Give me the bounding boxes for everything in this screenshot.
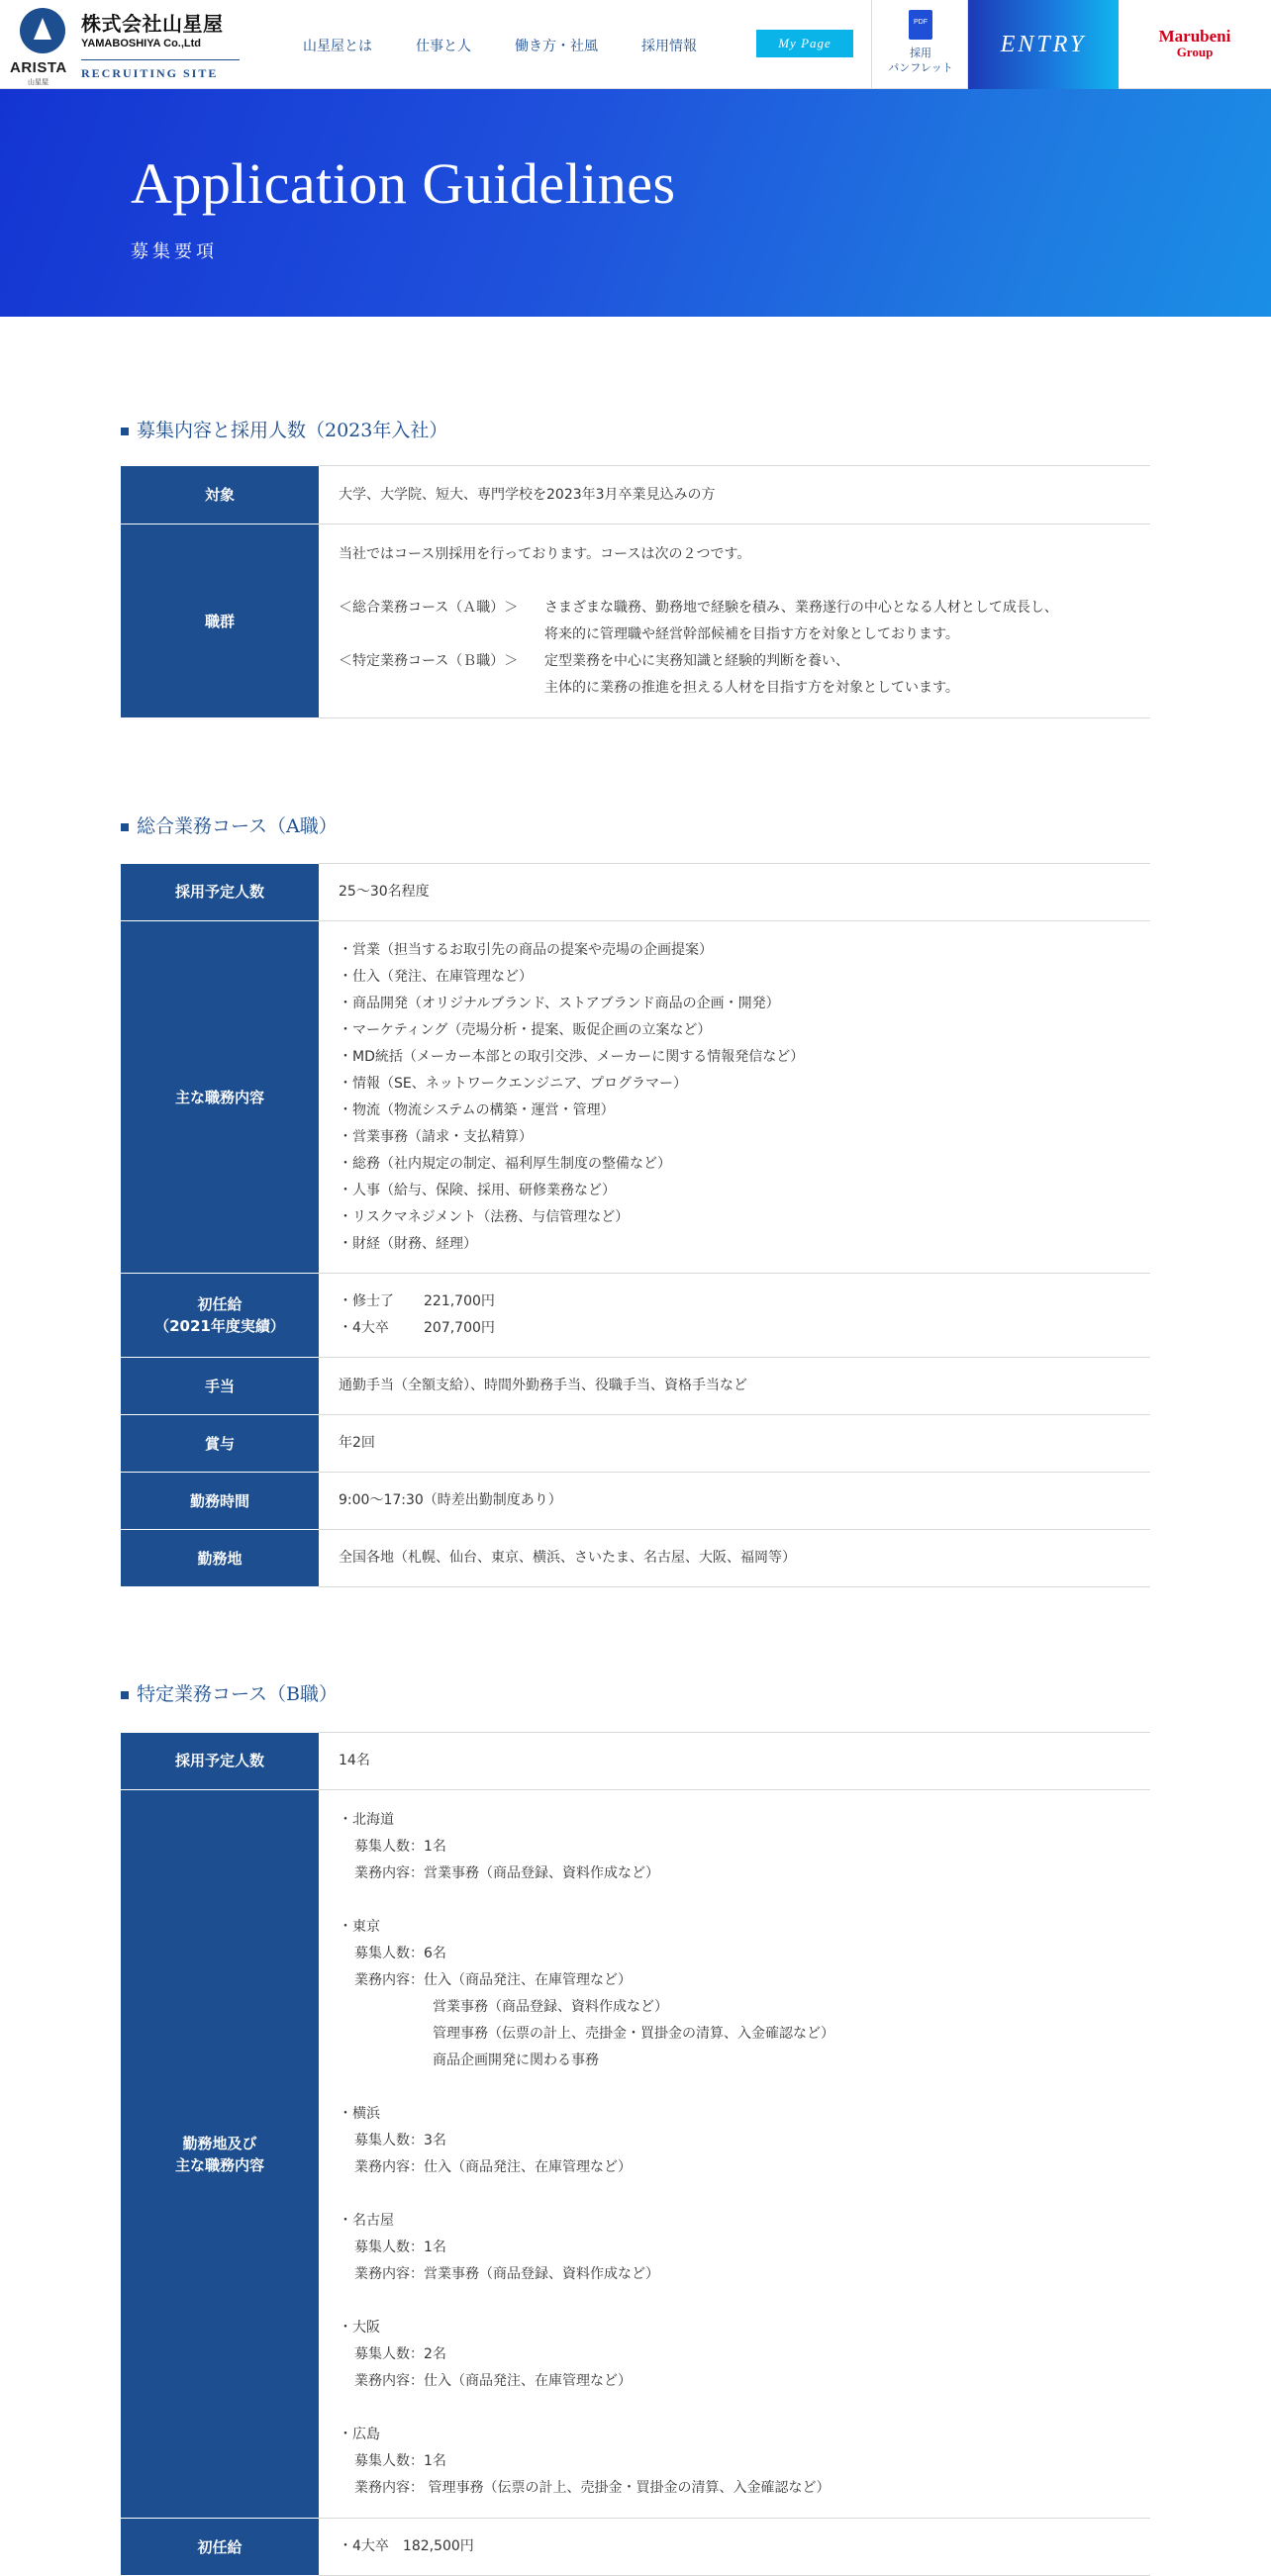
list-item: ・マーケティング（売場分析・提案、販促企画の立案など）	[339, 1021, 712, 1038]
nav-workstyle[interactable]: 働き方・社風	[515, 39, 598, 54]
table-row	[121, 1733, 1150, 1790]
row-value: 年2回	[319, 1415, 1150, 1473]
row-label: 勤務時間	[121, 1473, 319, 1530]
list-item: ・人事（給与、保険、採用、研修業務など）	[339, 1182, 616, 1198]
row-value: 大学、大学院、短大、専門学校を2023年3月卒業見込みの方	[319, 466, 1150, 525]
section-title-course-b: 特定業務コース（B職）	[121, 1679, 338, 1706]
location-name: ・東京	[339, 1918, 380, 1935]
pdf-icon	[909, 10, 932, 40]
location-name: ・大阪	[339, 2319, 380, 2336]
page-subtitle: 募集要項	[131, 241, 218, 262]
table-row	[121, 1790, 1150, 2519]
company-name-en: YAMABOSHIYA Co.,Ltd	[81, 38, 202, 49]
location-name: ・広島	[339, 2426, 380, 2442]
row-label: 採用予定人数	[121, 1733, 319, 1790]
row-label: 初任給	[121, 2519, 319, 2576]
table-row	[121, 1415, 1150, 1473]
nav-about[interactable]: 山星屋とは	[303, 39, 372, 54]
row-label: 初任給 （2021年度実績）	[121, 1274, 319, 1358]
list-item: ・リスクマネジメント（法務、与信管理など）	[339, 1208, 630, 1225]
list-item: ・情報（SE、ネットワークエンジニア、プログラマー）	[339, 1075, 687, 1092]
row-value: 通勤手当（全額支給）、時間外勤務手当、役職手当、資格手当など	[319, 1358, 1150, 1415]
pamphlet-label: 採用 パンフレット	[888, 47, 953, 74]
course-a: ＜総合業務コース（Ａ職）＞ さまざまな職務、勤務地で経験を積み、業務遂行の中心となる人材として成長し、	[339, 599, 1058, 616]
table-row	[121, 1358, 1150, 1415]
mypage-button[interactable]: My Page	[756, 30, 853, 57]
table-row	[121, 1530, 1150, 1587]
hero-banner	[0, 89, 1271, 317]
site-header	[0, 0, 1271, 89]
list-item: ・営業（担当するお取引先の商品の提案や売場の企画提案）	[339, 941, 713, 958]
table-row	[121, 525, 1150, 718]
section-title-course-a: 総合業務コース（A職）	[121, 811, 338, 838]
nav-work-people[interactable]: 仕事と人	[416, 39, 471, 54]
list-item: ・MD統括（メーカー本部との取引交渉、メーカーに関する情報発信など）	[339, 1048, 805, 1065]
row-label: 勤務地及び 主な職務内容	[121, 1790, 319, 2519]
row-label: 手当	[121, 1358, 319, 1415]
row-value: ・北海道 募集人数：1名 業務内容：営業事務（商品登録、資料作成など） ・東京 募集人数：6名 業務内容：仕入（商品発注、在庫管理など） 営業事務（商品登録、資料作成など） 管理事務（伝票の計上、売掛金・買掛金の清算、入金確認など） 商品企画開発に関わる事務 ・横浜 募集人数：3名 業務内容：仕入（商品発注、在庫管理など） ・名古屋 募集人数：1名 業務内容：営業事務（商品登録、資料作成など） ・大阪 募集人数：2名 業務内容：仕入（商品発注、在庫管理など） ・広島 募集人数：1名 業務内容： 管理事務（伝票の計上、売掛金・買掛金の清算、入金確認など）	[319, 1790, 1150, 2519]
row-value: 全国各地（札幌、仙台、東京、横浜、さいたま、名古屋、大阪、福岡等）	[319, 1530, 1150, 1587]
row-value: 14名	[319, 1733, 1150, 1790]
course-b: ＜特定業務コース（Ｂ職）＞ 定型業務を中心に実務知識と経験的判断を養い、	[339, 652, 849, 669]
list-item: ・総務（社内規定の制定、福利厚生制度の整備など）	[339, 1155, 671, 1172]
entry-button[interactable]: ENTRY	[968, 0, 1119, 89]
row-value: 当社ではコース別採用を行っております。コースは次の２つです。 ＜総合業務コース（Ａ職）＞ さまざまな職務、勤務地で経験を積み、業務遂行の中心となる人材として成長し、 将来的に管理職や経営幹部候補を目指す方を対象としております。 ＜特定業務コース（Ｂ職）＞ 定型業務を中心に実務知識と経験的判断を養い、 主体的に業務の推進を担える人材を目指す方を対象としています。	[319, 525, 1150, 718]
row-label: 対象	[121, 466, 319, 525]
recruiting-site-label: RECRUITING SITE	[81, 59, 240, 81]
table-row	[121, 1274, 1150, 1358]
list-item: ・物流（物流システムの構築・運営・管理）	[339, 1101, 615, 1118]
course-a-table	[121, 863, 1150, 1587]
row-value: 25〜30名程度	[319, 864, 1150, 921]
table-row	[121, 864, 1150, 921]
nav-recruit-info[interactable]: 採用情報	[641, 39, 697, 54]
page-title: Application Guidelines	[131, 151, 676, 216]
arista-logo-icon: ARISTA 山星屋	[8, 8, 69, 83]
row-value: ・修士了 221,700円 ・4大卒 207,700円	[319, 1274, 1150, 1358]
row-value	[319, 921, 1150, 1274]
table-row	[121, 1473, 1150, 1530]
list-item: ・営業事務（請求・支払精算）	[339, 1128, 533, 1145]
recruitment-table	[121, 465, 1150, 718]
pamphlet-pdf-button[interactable]	[871, 0, 968, 89]
row-label: 職群	[121, 525, 319, 718]
list-item: ・財経（財務、経理）	[339, 1235, 477, 1252]
table-row	[121, 2519, 1150, 2576]
list-item: ・商品開発（オリジナルブランド、ストアブランド商品の企画・開発）	[339, 995, 780, 1011]
location-name: ・横浜	[339, 2105, 380, 2122]
location-name: ・名古屋	[339, 2212, 394, 2229]
marubeni-group-logo[interactable]: Marubeni Group	[1158, 27, 1231, 59]
global-nav	[303, 36, 740, 55]
list-item: ・仕入（発注、在庫管理など）	[339, 968, 533, 985]
location-name: ・北海道	[339, 1811, 394, 1828]
logo-text	[81, 12, 240, 81]
row-value: 9:00〜17:30（時差出勤制度あり）	[319, 1473, 1150, 1530]
row-label: 勤務地	[121, 1530, 319, 1587]
row-label: 主な職務内容	[121, 921, 319, 1274]
section-title-recruitment: 募集内容と採用人数（2023年入社）	[121, 416, 447, 442]
company-name-jp: 株式会社山星屋	[81, 12, 224, 36]
row-value: ・4大卒 182,500円	[319, 2519, 1150, 2576]
table-row	[121, 921, 1150, 1274]
site-logo[interactable]	[8, 8, 238, 86]
table-row	[121, 466, 1150, 525]
row-label: 採用予定人数	[121, 864, 319, 921]
course-b-table	[121, 1732, 1150, 2576]
row-label: 賞与	[121, 1415, 319, 1473]
